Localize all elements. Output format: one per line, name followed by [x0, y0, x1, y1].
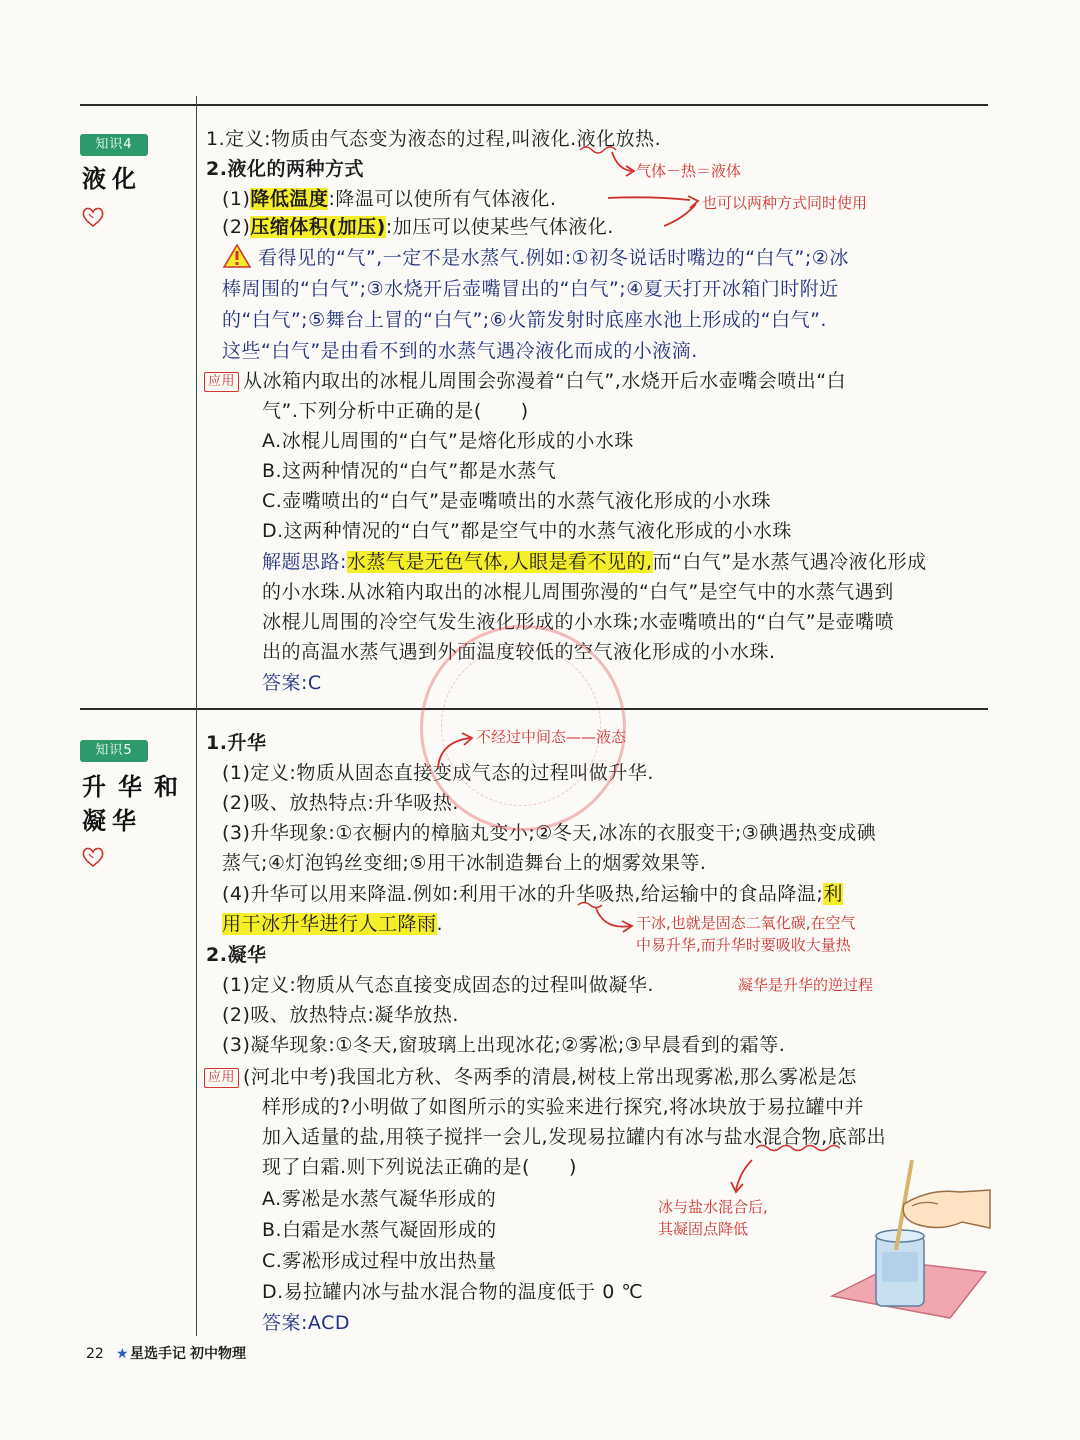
answer-4: 答案:C: [262, 672, 322, 694]
note-reverse-process: 凝华是升华的逆过程: [738, 976, 874, 994]
warning-icon: [222, 243, 252, 269]
note-dry-ice-2: 中易升华,而升华时要吸收大量热: [636, 936, 851, 954]
definition-line: 1.定义:物质由气态变为液态的过程,叫液化.液化放热.: [206, 128, 662, 150]
top-rule: [80, 104, 988, 106]
note-dry-ice-1: 干冰,也就是固态二氧化碳,在空气: [636, 914, 856, 932]
application2-q-line-1: 应用 (河北中考)我国北方秋、冬两季的清晨,树枝上常出现雾凇,那么雾凇是怎: [204, 1062, 857, 1092]
book-title: 星选手记: [130, 1346, 186, 1362]
deposition-heat: (2)吸、放热特点:凝华放热.: [222, 1004, 459, 1026]
tip-line-3: 的“白气”;⑤舞台上冒的“白气”;⑥火箭发射时底座水池上形成的“白气”.: [222, 309, 827, 331]
application2-q-line-4: 现了白霜.则下列说法正确的是( ): [262, 1156, 577, 1178]
tip-line-2: 棒周围的“白气”;③水烧开后壶嘴冒出的“白气”;④夏天打开冰箱门时附近: [222, 278, 839, 300]
option-a: A.冰棍儿周围的“白气”是熔化形成的小水珠: [262, 430, 634, 452]
tip-line-1: 看得见的“气”,一定不是水蒸气.例如:①初冬说话时嘴边的“白气”;②冰: [222, 243, 849, 273]
solution-line-1: 解题思路:水蒸气是无色气体,人眼是看不见的,而“白气”是水蒸气遇冷液化形成: [262, 551, 927, 573]
option2-d: D.易拉罐内冰与盐水混合物的温度低于 0 ℃: [262, 1281, 644, 1303]
deposition-phenomena: (3)凝华现象:①冬天,窗玻璃上出现冰花;②雾凇;③早晨看到的霜等.: [222, 1034, 786, 1056]
arrow-method-two: [664, 204, 696, 226]
application-tag: 应用: [204, 372, 239, 392]
sublimation-use-1: (4)升华可以用来降温.例如:利用干冰的升华吸热,给运输中的食品降温;利: [222, 883, 843, 905]
solution-line-4: 出的高温水蒸气遇到外面温度较低的空气液化形成的小水珠.: [262, 641, 776, 663]
star-icon: ★: [116, 1346, 129, 1362]
solution-line-2: 的小水珠.从冰箱内取出的冰棍儿周围弥漫的“白气”是空气中的水蒸气遇到: [262, 581, 894, 603]
option2-a: A.雾凇是水蒸气凝华形成的: [262, 1188, 497, 1210]
method-one-line: (1)降低温度:降温可以使所有气体液化.: [222, 188, 557, 210]
method-two-line: (2)压缩体积(加压):加压可以使某些气体液化.: [222, 216, 614, 238]
heading-deposition: 2.凝华: [206, 944, 267, 966]
knowledge-tag-4: 知识4: [80, 134, 148, 156]
application-q-line-2: 气”.下列分析中正确的是( ): [262, 400, 529, 422]
deposition-definition: (1)定义:物质从气态直接变成固态的过程叫做凝华.: [222, 974, 654, 996]
heading-two-methods: 2.液化的两种方式: [206, 158, 364, 180]
watermark-stamp: [420, 625, 626, 831]
note-no-liquid-state: 不经过中间态——液态: [476, 728, 627, 746]
sublimation-phenomena-1: (3)升华现象:①衣橱内的樟脑丸变小;②冬天,冰冻的衣服变干;③碘遇热变成碘: [222, 822, 877, 844]
note-salt-mixture-2: 其凝固点降低: [658, 1220, 749, 1238]
note-both-methods: 也可以两种方式同时使用: [702, 194, 868, 212]
solution-line-3: 冰棍儿周围的冷空气发生液化形成的小水珠;水壶嘴喷出的“白气”是壶嘴喷: [262, 611, 895, 633]
application2-q-line-2: 样形成的?小明做了如图所示的实验来进行探究,将冰块放于易拉罐中并: [262, 1096, 865, 1118]
arrow-dry-ice: [596, 908, 630, 927]
arrow-salt: [736, 1160, 752, 1190]
application-tag: 应用: [204, 1068, 239, 1088]
tip-line-4: 这些“白气”是由看不到的水蒸气遇冷液化而成的小液滴.: [222, 340, 698, 362]
heart-icon: [80, 844, 106, 870]
sublimation-use-2: 用干冰升华进行人工降雨.: [222, 913, 444, 935]
option2-c: C.雾凇形成过程中放出热量: [262, 1250, 497, 1272]
section-title-liquefaction: 液化: [82, 165, 142, 193]
option-d: D.这两种情况的“白气”都是空气中的水蒸气液化形成的小水珠: [262, 520, 792, 542]
sublimation-definition: (1)定义:物质从固态直接变成气态的过程叫做升华.: [222, 762, 654, 784]
sublimation-heat: (2)吸、放热特点:升华吸热.: [222, 792, 459, 814]
option-b: B.这两种情况的“白气”都是水蒸气: [262, 460, 557, 482]
note-salt-mixture-1: 冰与盐水混合后,: [658, 1198, 768, 1216]
option-c: C.壶嘴喷出的“白气”是壶嘴喷出的水蒸气液化形成的小水珠: [262, 490, 771, 512]
application-q-line-1: 应用 从冰箱内取出的冰棍儿周围会弥漫着“白气”,水烧开后水壶嘴会喷出“白: [204, 366, 846, 396]
section-title-sublimation-2: 凝华: [82, 807, 142, 835]
application2-q-line-3: 加入适量的盐,用筷子搅拌一会儿,发现易拉罐内有冰与盐水混合物,底部出: [262, 1126, 887, 1148]
heart-icon: [80, 204, 106, 230]
note-gas-minus-heat: 气体－热＝液体: [636, 162, 742, 180]
answer-5: 答案:ACD: [262, 1312, 350, 1334]
arrow-liquefy: [612, 152, 632, 171]
can-experiment-illustration: [832, 1160, 990, 1318]
subject-label: 初中物理: [190, 1346, 246, 1362]
option2-b: B.白霜是水蒸气凝固形成的: [262, 1219, 497, 1241]
knowledge-tag-5: 知识5: [80, 740, 148, 762]
sublimation-phenomena-2: 蒸气;④灯泡钨丝变细;⑤用干冰制造舞台上的烟雾效果等.: [222, 852, 707, 874]
section-title-sublimation-1: 升华和: [82, 773, 190, 801]
page-number: 22: [86, 1346, 104, 1362]
arrow-method-one: [608, 197, 690, 200]
margin-rule: [196, 96, 197, 1336]
heading-sublimation: 1.升华: [206, 732, 267, 754]
